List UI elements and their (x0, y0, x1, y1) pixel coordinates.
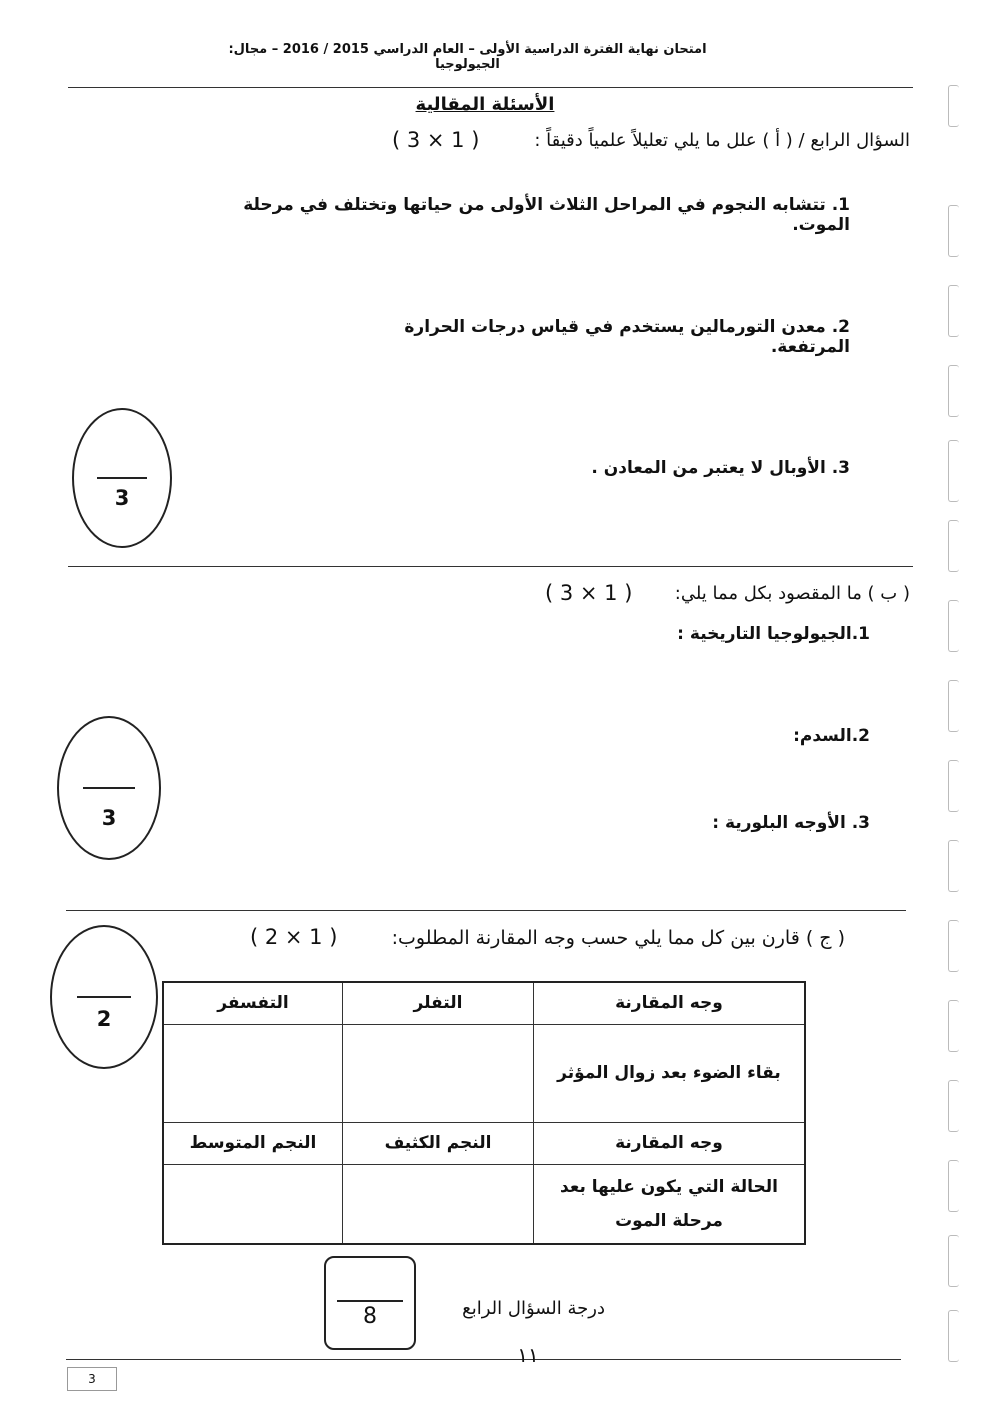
table-cell: النجم الكثيف (343, 1122, 534, 1164)
page-mark: ١١ (517, 1343, 539, 1367)
table-row (163, 982, 805, 1024)
comparison-table (162, 981, 806, 1245)
table-cell: التفلر (343, 982, 534, 1024)
part-b-divider (66, 910, 906, 911)
part-b-score-oval (57, 716, 161, 860)
part-a-score-total: 3 (114, 486, 130, 510)
table-cell: التفسفر (163, 982, 343, 1024)
answer-cell[interactable] (163, 1024, 343, 1122)
part-a-item-1: 1. تتشابه النجوم في المراحل الثلاث الأولى من حياتها وتختلف في مرحلة الموت. (243, 195, 850, 235)
exam-header: امتحان نهاية الفترة الدراسية الأولى – العام الدراسي 2015 / 2016 – مجال: الجيولوجيا (228, 42, 707, 72)
table-row (163, 1024, 805, 1122)
question-score-box (324, 1256, 416, 1350)
part-c-marks: ( 2 × 1 ) (250, 925, 338, 949)
table-cell: النجم المتوسط (163, 1122, 343, 1164)
margin-binding-marks (940, 20, 970, 1390)
question-score-label: درجة السؤال الرابع (462, 1298, 605, 1319)
part-b-item-2: 2.السدم: (793, 726, 870, 746)
question-score-total: 8 (363, 1304, 377, 1329)
part-a-item-2: 2. معدن التورمالين يستخدم في قياس درجات الحرارة المرتفعة. (404, 317, 850, 357)
part-b-marks: ( 3 × 1 ) (545, 581, 633, 605)
part-b-item-1: 1.الجيولوجيا التاريخية : (677, 624, 870, 644)
part-c-instruction: ( ج ) قارن بين كل مما يلي حسب وجه المقارنة المطلوب: (391, 927, 845, 949)
part-a-item-3: 3. الأوبال لا يعتبر من المعادن . (591, 458, 850, 478)
table-cell: وجه المقارنة (534, 982, 806, 1024)
answer-cell[interactable] (163, 1164, 343, 1244)
table-row (163, 1122, 805, 1164)
table-cell: بقاء الضوء بعد زوال المؤثر (534, 1024, 806, 1122)
header-divider (68, 87, 913, 88)
page-number-box (67, 1367, 117, 1391)
part-a-divider (68, 566, 913, 567)
part-c-score-oval (50, 925, 158, 1069)
table-row (163, 1164, 805, 1244)
section-title: الأسئلة المقالية (415, 94, 555, 115)
answer-cell[interactable] (343, 1164, 534, 1244)
part-a-marks: ( 3 × 1 ) (392, 128, 480, 152)
footer-divider (66, 1359, 901, 1360)
part-b-item-3: 3. الأوجه البلورية : (712, 813, 870, 833)
answer-cell[interactable] (343, 1024, 534, 1122)
part-a-score-oval (72, 408, 172, 548)
part-b-score-total: 3 (101, 806, 117, 830)
page-number: 3 (88, 1372, 96, 1386)
part-c-score-total: 2 (96, 1007, 112, 1031)
part-a-instruction: السؤال الرابع / ( أ ) علل ما يلي تعليلاً علمياً دقيقاً : (534, 130, 910, 151)
part-b-instruction: ( ب ) ما المقصود بكل مما يلي: (674, 583, 910, 604)
table-cell: وجه المقارنة (534, 1122, 806, 1164)
table-cell: الحالة التي يكون عليها بعد مرحلة الموت (534, 1164, 806, 1244)
